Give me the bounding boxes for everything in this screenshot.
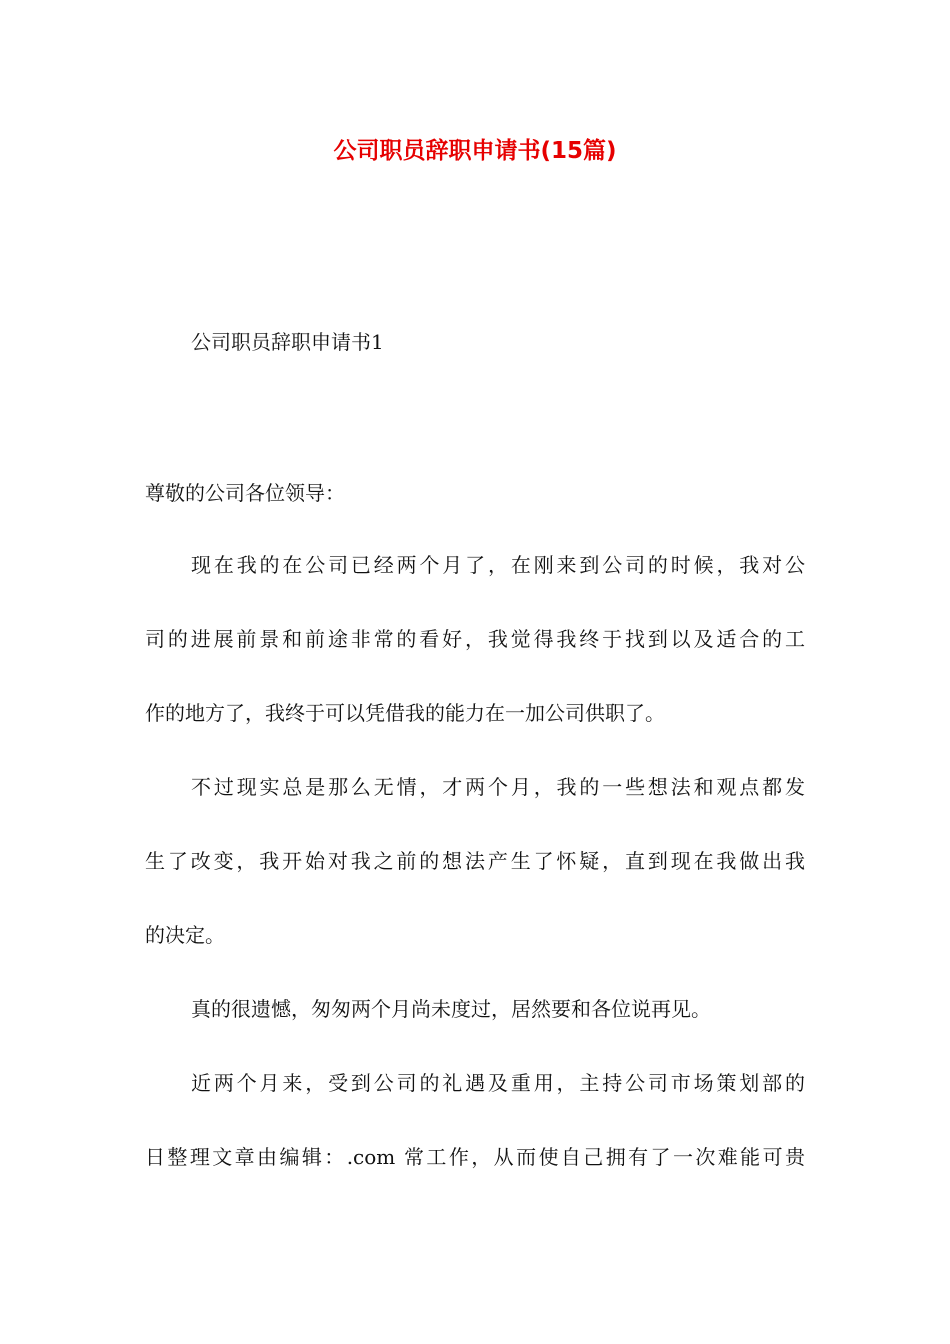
paragraph-line: 司的进展前景和前途非常的看好，我觉得我终于找到以及适合的工 (145, 627, 805, 651)
paragraph-line: 的决定。 (145, 923, 225, 947)
paragraph-line: 日整理文章由编辑：.com 常工作，从而使自己拥有了一次难能可贵 (145, 1145, 805, 1169)
salutation: 尊敬的公司各位领导： (145, 481, 345, 505)
document-title: 公司职员辞职申请书(15篇) (333, 138, 617, 164)
paragraph-2 (145, 769, 805, 954)
paragraph-3 (145, 991, 805, 1028)
paragraph-line: 不过现实总是那么无情，才两个月，我的一些想法和观点都发 (191, 775, 805, 799)
paragraph-1 (145, 547, 805, 732)
paragraph-line: 真的很遗憾，匆匆两个月尚未度过，居然要和各位说再见。 (191, 997, 711, 1021)
paragraph-line: 生了改变，我开始对我之前的想法产生了怀疑，直到现在我做出我 (145, 849, 805, 873)
paragraph-line: 近两个月来，受到公司的礼遇及重用，主持公司市场策划部的 (191, 1071, 805, 1095)
section-heading: 公司职员辞职申请书1 (191, 330, 384, 354)
letter-body (145, 547, 805, 1213)
paragraph-4 (145, 1065, 805, 1176)
paragraph-line: 作的地方了，我终于可以凭借我的能力在一加公司供职了。 (145, 701, 665, 725)
paragraph-line: 现在我的在公司已经两个月了，在刚来到公司的时候，我对公 (191, 553, 805, 577)
